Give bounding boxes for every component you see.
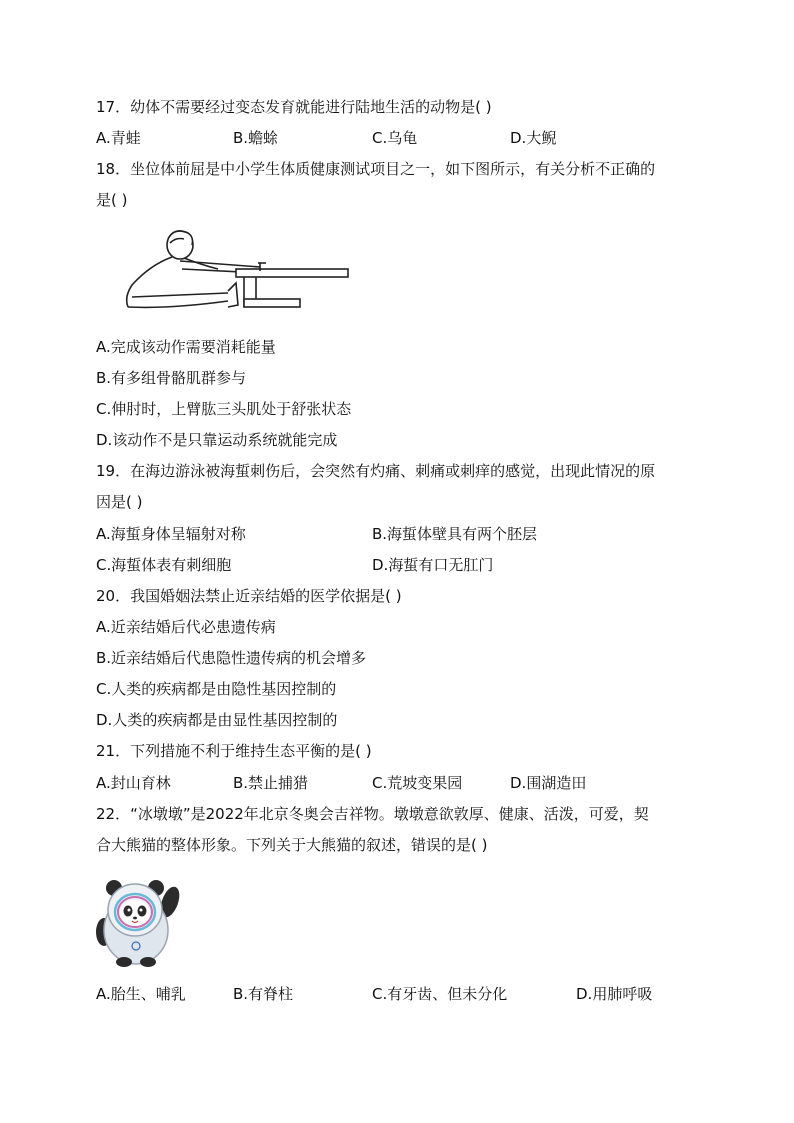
q20-option-a[interactable]: A.近亲结婚后代必患遗传病 [96,618,276,636]
question-22-stem-line2: 合大熊猫的整体形象。下列关于大熊猫的叙述，错误的是( ) [96,836,488,854]
q17-option-a[interactable]: A.青蛙 [96,129,141,147]
question-19-stem-line1: 19．在海边游泳被海蜇刺伤后，会突然有灼痛、刺痛或刺痒的感觉，出现此情况的原 [96,462,656,480]
question-20-stem: 20．我国婚姻法禁止近亲结婚的医学依据是( ) [96,587,402,605]
q22-option-d[interactable]: D.用肺呼吸 [576,985,653,1003]
question-22-stem-line1: 22．“冰墩墩”是2022年北京冬奥会吉祥物。墩墩意欲敦厚、健康、活泼，可爱，契 [96,805,649,823]
q19-option-a[interactable]: A.海蜇身体呈辐射对称 [96,525,246,543]
q19-option-c[interactable]: C.海蜇体表有刺细胞 [96,556,232,574]
q21-option-c[interactable]: C.荒坡变果园 [372,774,463,792]
q22-option-c[interactable]: C.有牙齿、但未分化 [372,985,508,1003]
q17-option-c[interactable]: C.乌龟 [372,129,418,147]
q18-option-c[interactable]: C.伸肘时，上臂肱三头肌处于舒张状态 [96,400,352,418]
question-17-stem: 17．幼体不需要经过变态发育就能进行陆地生活的动物是( ) [96,98,492,116]
q20-option-b[interactable]: B.近亲结婚后代患隐性遗传病的机会增多 [96,649,367,667]
question-19-stem-line2: 因是( ) [96,493,143,511]
question-18-stem-line2: 是( ) [96,191,128,209]
question-21-stem: 21．下列措施不利于维持生态平衡的是( ) [96,742,372,760]
q22-option-a[interactable]: A.胎生、哺乳 [96,985,186,1003]
q18-option-a[interactable]: A.完成该动作需要消耗能量 [96,338,276,356]
q18-option-b[interactable]: B.有多组骨骼肌群参与 [96,369,247,387]
bing-dwen-dwen-mascot-image [94,876,180,968]
q21-option-b[interactable]: B.禁止捕猎 [233,774,309,792]
q17-option-b[interactable]: B.蟾蜍 [233,129,279,147]
q21-option-d[interactable]: D.围湖造田 [510,774,587,792]
q21-option-a[interactable]: A.封山育林 [96,774,171,792]
q17-option-d[interactable]: D.大鲵 [510,129,557,147]
q22-option-b[interactable]: B.有脊柱 [233,985,294,1003]
question-18-stem-line1: 18．坐位体前屈是中小学生体质健康测试项目之一，如下图所示，有关分析不正确的 [96,160,656,178]
q20-option-c[interactable]: C.人类的疾病都是由隐性基因控制的 [96,680,337,698]
q18-option-d[interactable]: D.该动作不是只靠运动系统就能完成 [96,431,338,449]
q20-option-d[interactable]: D.人类的疾病都是由显性基因控制的 [96,711,338,729]
q19-option-d[interactable]: D.海蜇有口无肛门 [372,556,494,574]
q19-option-b[interactable]: B.海蜇体壁具有两个胚层 [372,525,538,543]
sit-and-reach-illustration [110,225,360,320]
